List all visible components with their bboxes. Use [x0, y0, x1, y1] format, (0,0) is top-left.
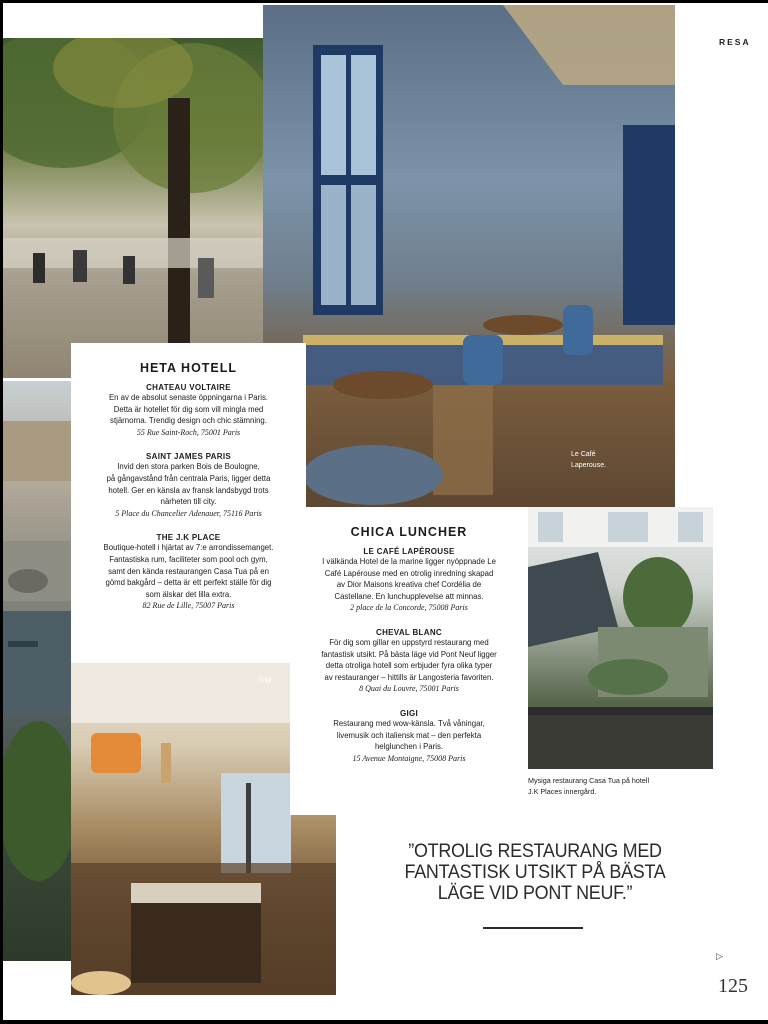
credit-line-1: Le Café	[571, 451, 596, 458]
restaurant-illustration	[263, 5, 675, 507]
hotel-address: 55 Rue Saint-Roch, 75001 Paris	[136, 427, 241, 437]
lunch-name: CHEVAL BLANC	[376, 627, 442, 637]
hotel-entry	[71, 533, 306, 612]
lunch-desc-line: livemusik och italiensk mat – den perfekta	[336, 730, 482, 740]
hotel-desc-line: som älskar det lilla extra.	[145, 589, 232, 599]
hotel-desc-line: gömd bakgård – detta är ett perfekt ställe för dig	[105, 578, 272, 588]
caption-line: J.K Places innergård.	[528, 787, 597, 796]
hotel-desc-line: stjärnorna. Trendig design och chic stämning.	[110, 416, 267, 426]
hotel-desc-line: Invid den stora parken Bois de Boulogne,	[117, 462, 260, 472]
hotel-desc-line: hotell. Ger en känsla av fransk landsbygd trots	[108, 485, 269, 495]
lunch-desc-line: För dig som gillar en uppstyrd restaurang med	[329, 637, 489, 647]
lunch-desc-line: helglunchen i Paris.	[374, 742, 444, 752]
lunch-address: 15 Avenue Montaigne, 75008 Paris	[352, 753, 466, 763]
lunch-address: 8 Quai du Louvre, 75001 Paris	[359, 684, 459, 694]
magazine-page	[3, 3, 768, 1020]
restaurant-photo-credit	[571, 449, 606, 471]
hotel-name: THE J.K PLACE	[156, 533, 221, 543]
section-tag: RESA	[719, 37, 751, 47]
lunch-entry	[290, 628, 528, 695]
hotels-box	[71, 343, 306, 663]
courtyard-illustration	[528, 507, 713, 769]
lunch-address: 2 place de la Concorde, 75008 Paris	[350, 603, 468, 613]
gigi-photo-credit: Gigi.	[259, 677, 274, 684]
caption-line: Mysiga restaurang Casa Tua på hotell	[528, 776, 650, 785]
hotel-entry	[71, 383, 306, 438]
next-arrow-icon: ▷	[716, 951, 723, 961]
lunch-desc-line: Restaurang med wow-känsla. Två våningar,	[333, 718, 485, 728]
lunch-desc-line: detta otroliga hotell som erbjuder fyra olika typer	[325, 661, 493, 671]
lunch-desc-line: av Dior Maisons kreativa chef Cordélia de	[336, 580, 482, 590]
lunch-name: LE CAFÉ LAPÉROUSE	[363, 547, 455, 556]
park-photo	[3, 38, 263, 378]
lunches-box	[290, 507, 528, 815]
hotel-desc-line: Detta är hotellet för dig som vill mingla med	[113, 404, 264, 414]
lunch-desc-line: Castellane. En lunchupplevelse att minnas.	[334, 591, 484, 601]
hotel-desc-line: Boutique-hotell i hjärtat av 7:e arrondissemanget.	[103, 543, 274, 553]
hotels-title: HETA HOTELL	[139, 361, 238, 375]
page-number: 125	[718, 975, 748, 997]
hotel-desc-line: närheten till city.	[160, 497, 217, 507]
lunch-desc-line: I välkända Hotel de la marine ligger nyöppnade Le	[322, 557, 496, 566]
pull-quote	[388, 841, 682, 904]
lunch-name: GIGI	[399, 708, 419, 718]
hotel-desc-line: på gångavstånd från centrala Paris, ligger detta	[106, 473, 271, 483]
credit-line-2: Laperouse.	[571, 462, 607, 469]
hotel-name: SAINT JAMES PARIS	[146, 452, 231, 462]
river-photo	[3, 381, 73, 961]
lunches-title: CHICA LUNCHER	[350, 525, 468, 539]
hotel-entry	[71, 452, 306, 519]
hotel-desc-line: En av de absolut senaste öppningarna i Paris.	[108, 393, 269, 402]
quote-line: FANTASTISK UTSIKT PÅ BÄSTA	[404, 861, 666, 883]
park-illustration	[3, 38, 263, 378]
hotel-desc-line: Fantastiska rum, faciliteter som pool och gym,	[109, 554, 268, 564]
hotel-address: 82 Rue de Lille, 75007 Paris	[142, 601, 235, 611]
courtyard-photo	[528, 507, 713, 769]
lunch-desc-line: Café Lapérouse med en otrolig inredning skapad	[324, 568, 494, 578]
hotel-address: 5 Place du Chancelier Adenauer, 75116 Paris	[115, 508, 262, 518]
hotel-name: CHATEAU VOLTAIRE	[146, 383, 231, 392]
lunch-entry	[290, 709, 528, 764]
lunch-desc-line: fantastisk utsikt. På bästa läge vid Pont Neuf ligger	[321, 649, 497, 659]
quote-line: ”OTROLIG RESTAURANG MED	[408, 840, 662, 862]
hotel-desc-line: samt den kända restaurangen Casa Tua på en	[108, 566, 269, 576]
river-illustration	[3, 381, 73, 961]
photo-caption	[528, 775, 713, 797]
quote-line: LÄGE VID PONT NEUF.”	[437, 882, 633, 904]
lunch-desc-line: av restauranger – hittills är Langosteria favoriten.	[324, 672, 494, 682]
lunch-entry	[290, 547, 528, 614]
restaurant-photo	[263, 5, 675, 507]
quote-rule	[483, 927, 583, 929]
